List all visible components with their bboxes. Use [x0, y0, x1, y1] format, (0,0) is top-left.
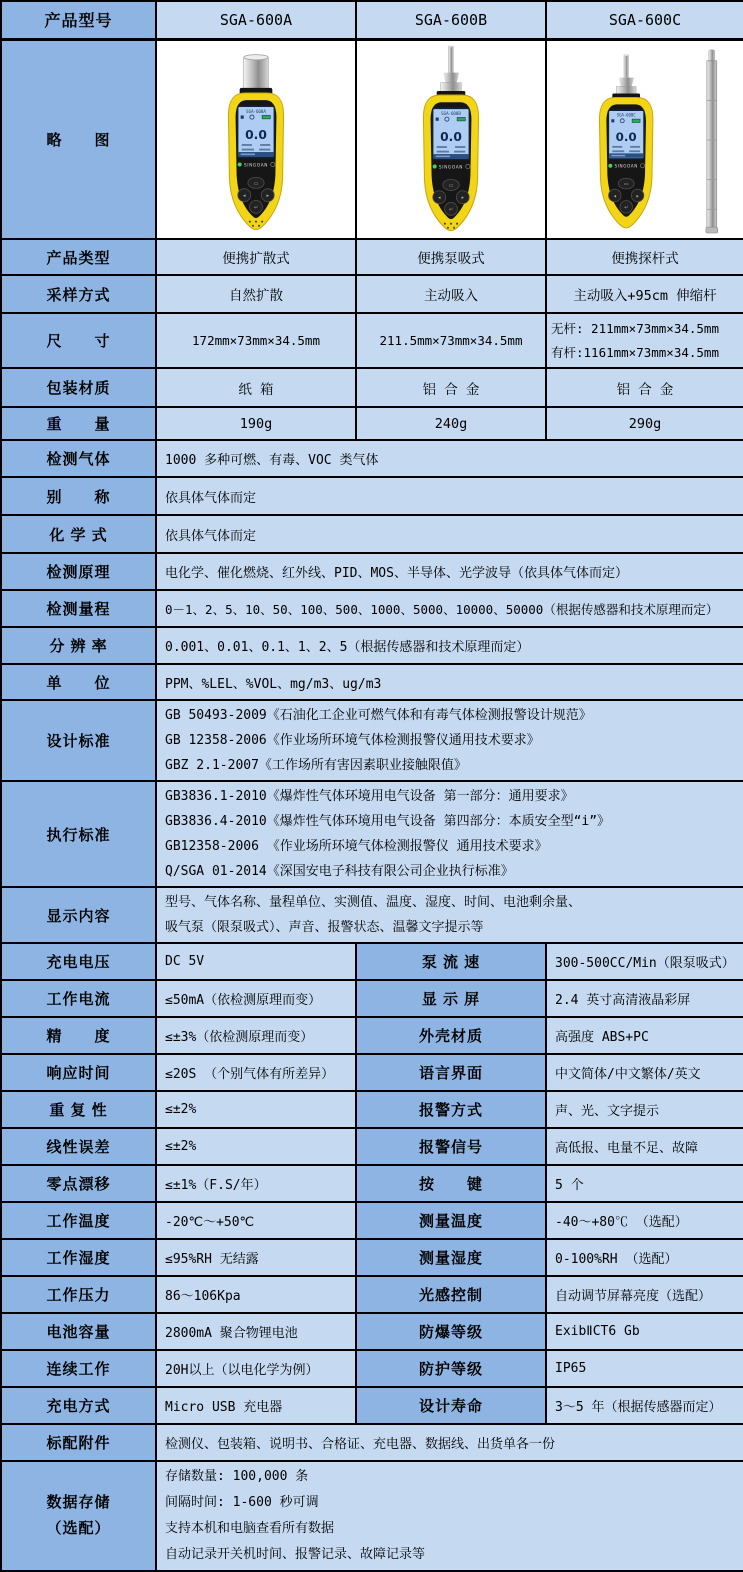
cell-c: 290g	[546, 407, 743, 440]
row-value	[156, 1461, 743, 1571]
gas-detector-probe-rod-image	[547, 44, 743, 238]
row-value: 0－1、2、5、10、50、100、500、1000、5000、10000、50000（根据传感器和技术原理而定）	[156, 590, 743, 627]
spec-label: 充电方式	[1, 1387, 156, 1424]
table-row-spec	[1, 980, 743, 1017]
table-row-accessories	[1, 1424, 743, 1461]
screen-reading: 0.0	[615, 129, 637, 144]
row-label-line: 数据存储	[46, 1494, 111, 1511]
battery-icon	[632, 119, 640, 122]
spec-label: 线性误差	[1, 1128, 156, 1165]
standard-line: GB3836.4-2010《爆炸性气体环境用电气设备 第四部分：本质安全型“i”》	[165, 814, 611, 829]
table-row-spec	[1, 1202, 743, 1239]
spec-label: 响应时间	[1, 1054, 156, 1091]
row-label: 化 学 式	[1, 515, 156, 553]
svg-text:↵: ↵	[448, 206, 454, 213]
table-row-spec	[1, 1054, 743, 1091]
device-image-cell-b	[356, 39, 546, 239]
row-value	[156, 700, 743, 781]
spec-value: -20℃～+50℃	[156, 1202, 356, 1239]
cell-b: 便携泵吸式	[356, 239, 546, 275]
svg-text:↵: ↵	[624, 204, 629, 211]
spec-label: 按 键	[356, 1165, 546, 1202]
spec-value: 3～5 年（根据传感器而定）	[546, 1387, 743, 1424]
cell-a: 便携扩散式	[156, 239, 356, 275]
svg-text:▭: ▭	[253, 180, 259, 187]
spec-label: 充电电压	[1, 943, 156, 980]
spec-value: ≤±2%	[156, 1091, 356, 1128]
status-led	[433, 164, 437, 168]
row-value: 0.001、0.01、0.1、1、2、5（根据传感器和技术原理而定）	[156, 627, 743, 664]
table-row-unit	[1, 664, 743, 700]
standard-line: GBZ 2.1-2007《工作场所有害因素职业接触限值》	[165, 758, 467, 773]
pump-probe	[612, 54, 640, 99]
spec-value: DC 5V	[156, 943, 356, 980]
spec-value: Micro USB 充电器	[156, 1387, 356, 1424]
table-row-gases	[1, 440, 743, 477]
spec-value: 自动调节屏幕亮度（选配）	[546, 1276, 743, 1313]
sketch-row	[1, 39, 743, 239]
cell-a: 190g	[156, 407, 356, 440]
row-value: 依具体气体而定	[156, 477, 743, 515]
table-row-resolution	[1, 627, 743, 664]
status-led	[608, 164, 612, 168]
table-row-display-content	[1, 887, 743, 943]
spec-value: IP65	[546, 1350, 743, 1387]
row-label: 包装材质	[1, 368, 156, 407]
dimension-line: 无杆: 211mm×73mm×34.5mm	[551, 320, 719, 336]
table-row-spec	[1, 1165, 743, 1202]
screen-model-text: SGA-600A	[246, 108, 266, 114]
row-label: 标配附件	[1, 1424, 156, 1461]
device-screen	[238, 106, 275, 157]
device-image-cell-c	[546, 39, 743, 239]
standard-line: GB12358-2006 《作业场所环境气体检测报警仪 通用技术要求》	[165, 839, 548, 854]
spec-value: 86～106Kpa	[156, 1276, 356, 1313]
table-row-range	[1, 590, 743, 627]
model-name-c: SGA-600C	[546, 1, 743, 39]
spec-value: 2.4 英寸高清液晶彩屏	[546, 980, 743, 1017]
standard-line: GB3836.1-2010《爆炸性气体环境用电气设备 第一部分：通用要求》	[165, 789, 574, 804]
spec-label: 测量温度	[356, 1202, 546, 1239]
row-label: 执行标准	[1, 781, 156, 887]
table-row-spec	[1, 1313, 743, 1350]
row-label: 检测气体	[1, 440, 156, 477]
spec-label: 外壳材质	[356, 1017, 546, 1054]
row-label: 采样方式	[1, 275, 156, 313]
header-label: 产品型号	[1, 1, 156, 39]
spec-label: 电池容量	[1, 1313, 156, 1350]
sketch-label: 略 图	[1, 39, 156, 239]
spec-label: 工作温度	[1, 1202, 156, 1239]
row-value: PPM、%LEL、%VOL、mg/m3、ug/m3	[156, 664, 743, 700]
spec-label: 测量湿度	[356, 1239, 546, 1276]
spec-label: 精 度	[1, 1017, 156, 1054]
brand-text: SINGOAN	[438, 165, 464, 171]
spec-label: 语言界面	[356, 1054, 546, 1091]
spec-value: -40～+80℃ （选配）	[546, 1202, 743, 1239]
row-label: 单 位	[1, 664, 156, 700]
spec-label: 防护等级	[356, 1350, 546, 1387]
gas-detector-pump-image	[389, 44, 513, 238]
display-line: 吸气泵（限泵吸式）、声音、报警状态、温馨文字提示等	[165, 920, 484, 935]
table-row-dimensions	[1, 313, 743, 368]
svg-text:▭: ▭	[448, 182, 454, 189]
model-name-a: SGA-600A	[156, 1, 356, 39]
row-label: 别 称	[1, 477, 156, 515]
screen-model-text: SGA-600B	[441, 110, 461, 116]
table-row-packaging	[1, 368, 743, 407]
row-value: 电化学、催化燃烧、红外线、PID、MOS、半导体、光学波导（依具体气体而定）	[156, 553, 743, 590]
spec-value: ExibⅡCT6 Gb	[546, 1313, 743, 1350]
cell-c: 主动吸入+95cm 伸缩杆	[546, 275, 743, 313]
table-row-spec	[1, 943, 743, 980]
speaker-icon	[436, 117, 439, 120]
table-row-spec	[1, 1350, 743, 1387]
header-row	[1, 1, 743, 39]
spec-label: 报警信号	[356, 1128, 546, 1165]
spec-label: 连续工作	[1, 1350, 156, 1387]
svg-text:↵: ↵	[253, 204, 259, 211]
battery-icon	[262, 115, 270, 118]
spec-value: ≤±3%（依检测原理而变）	[156, 1017, 356, 1054]
spec-label: 光感控制	[356, 1276, 546, 1313]
spec-label: 防爆等级	[356, 1313, 546, 1350]
row-label: 尺 寸	[1, 313, 156, 368]
battery-icon	[457, 117, 465, 120]
table-row-sampling	[1, 275, 743, 313]
spec-label: 设计寿命	[356, 1387, 546, 1424]
pump-probe	[437, 45, 466, 97]
row-value	[156, 887, 743, 943]
spec-value: ≤95%RH 无结露	[156, 1239, 356, 1276]
row-label: 分 辨 率	[1, 627, 156, 664]
table-row-spec	[1, 1239, 743, 1276]
spec-value: 高低报、电量不足、故障	[546, 1128, 743, 1165]
table-row-data-storage	[1, 1461, 743, 1571]
speaker-icon	[241, 115, 244, 118]
spec-value: 声、光、文字提示	[546, 1091, 743, 1128]
spec-value: ≤±1%（F.S/年）	[156, 1165, 356, 1202]
spec-value: ≤±2%	[156, 1128, 356, 1165]
cell-a: 纸 箱	[156, 368, 356, 407]
row-label	[1, 1461, 156, 1571]
cell-b: 主动吸入	[356, 275, 546, 313]
screen-model-text: SGA-600C	[616, 112, 636, 118]
cell-c: 铝 合 金	[546, 368, 743, 407]
sensor-cap-cylinder	[240, 54, 273, 94]
svg-text:◂: ◂	[613, 193, 617, 200]
table-row-formula	[1, 515, 743, 553]
table-row-exec-standard	[1, 781, 743, 887]
table-row-principle	[1, 553, 743, 590]
cell-a: 自然扩散	[156, 275, 356, 313]
telescopic-rod	[706, 50, 718, 233]
spec-value: 2800mA 聚合物锂电池	[156, 1313, 356, 1350]
table-row-spec	[1, 1017, 743, 1054]
screen-reading: 0.0	[440, 129, 462, 144]
table-row-spec	[1, 1276, 743, 1313]
table-row-spec	[1, 1128, 743, 1165]
device-screen	[608, 110, 644, 159]
cell-b: 240g	[356, 407, 546, 440]
row-value: 1000 多种可燃、有毒、VOC 类气体	[156, 440, 743, 477]
spec-label: 显 示 屏	[356, 980, 546, 1017]
gas-detector-diffusion-image	[194, 44, 318, 238]
cell-b: 铝 合 金	[356, 368, 546, 407]
table-row-spec	[1, 1091, 743, 1128]
standard-line: Q/SGA 01-2014《深国安电子科技有限公司企业执行标准》	[165, 864, 514, 879]
svg-text:▸: ▸	[266, 192, 270, 199]
storage-line: 支持本机和电脑查看所有数据	[165, 1521, 335, 1536]
row-value	[156, 781, 743, 887]
row-label-line: （选配）	[46, 1520, 111, 1537]
spec-value: 5 个	[546, 1165, 743, 1202]
spec-value: 0-100%RH （选配）	[546, 1239, 743, 1276]
storage-line: 间隔时间: 1-600 秒可调	[165, 1495, 319, 1510]
dimension-line: 有杆:1161mm×73mm×34.5mm	[551, 344, 719, 360]
row-label: 显示内容	[1, 887, 156, 943]
table-row-weight	[1, 407, 743, 440]
spec-label: 零点漂移	[1, 1165, 156, 1202]
standard-line: GB 12358-2006《作业场所环境气体检测报警仪通用技术要求》	[165, 733, 540, 748]
cell-a: 172mm×73mm×34.5mm	[156, 313, 356, 368]
storage-line: 存储数量: 100,000 条	[165, 1469, 309, 1484]
display-line: 型号、气体名称、量程单位、实测值、温度、湿度、时间、电池剩余量、	[165, 895, 582, 910]
spec-value: 中文简体/中文繁体/英文	[546, 1054, 743, 1091]
row-value: 检测仪、包装箱、说明书、合格证、充电器、数据线、出货单各一份	[156, 1424, 743, 1461]
device-image-cell-a	[156, 39, 356, 239]
row-label: 设计标准	[1, 700, 156, 781]
spec-label: 泵 流 速	[356, 943, 546, 980]
row-label: 重 量	[1, 407, 156, 440]
spec-value: ≤20S （个别气体有所差异）	[156, 1054, 356, 1091]
svg-text:◂: ◂	[437, 194, 441, 201]
row-label: 检测原理	[1, 553, 156, 590]
table-row-design-standard	[1, 700, 743, 781]
cell-c: 便携探杆式	[546, 239, 743, 275]
table-row-product-type	[1, 239, 743, 275]
storage-line: 自动记录开关机时间、报警记录、故障记录等	[165, 1547, 426, 1562]
model-name-b: SGA-600B	[356, 1, 546, 39]
spec-value: 20H以上（以电化学为例）	[156, 1350, 356, 1387]
svg-text:◂: ◂	[242, 192, 246, 199]
standard-line: GB 50493-2009《石油化工企业可燃气体和有毒气体检测报警设计规范》	[165, 708, 592, 723]
svg-text:▸: ▸	[636, 193, 639, 200]
cell-c	[546, 313, 743, 368]
spec-label: 重 复 性	[1, 1091, 156, 1128]
spec-label: 报警方式	[356, 1091, 546, 1128]
svg-text:▭: ▭	[623, 181, 629, 188]
spec-label: 工作压力	[1, 1276, 156, 1313]
table-row-spec	[1, 1387, 743, 1424]
svg-text:▸: ▸	[461, 194, 465, 201]
spec-label: 工作湿度	[1, 1239, 156, 1276]
screen-reading: 0.0	[245, 127, 267, 142]
spec-value: 高强度 ABS+PC	[546, 1017, 743, 1054]
spec-label: 工作电流	[1, 980, 156, 1017]
brand-text: SINGOAN	[614, 163, 638, 169]
spec-value: 300-500CC/Min（限泵吸式）	[546, 943, 743, 980]
device-screen	[433, 108, 470, 159]
cell-b: 211.5mm×73mm×34.5mm	[356, 313, 546, 368]
table-row-alias	[1, 477, 743, 515]
spec-value: ≤50mA（依检测原理而变）	[156, 980, 356, 1017]
row-value: 依具体气体而定	[156, 515, 743, 553]
brand-text: SINGOAN	[243, 163, 269, 169]
status-led	[238, 162, 242, 166]
speaker-icon	[611, 119, 614, 122]
row-label: 产品类型	[1, 239, 156, 275]
row-label: 检测量程	[1, 590, 156, 627]
